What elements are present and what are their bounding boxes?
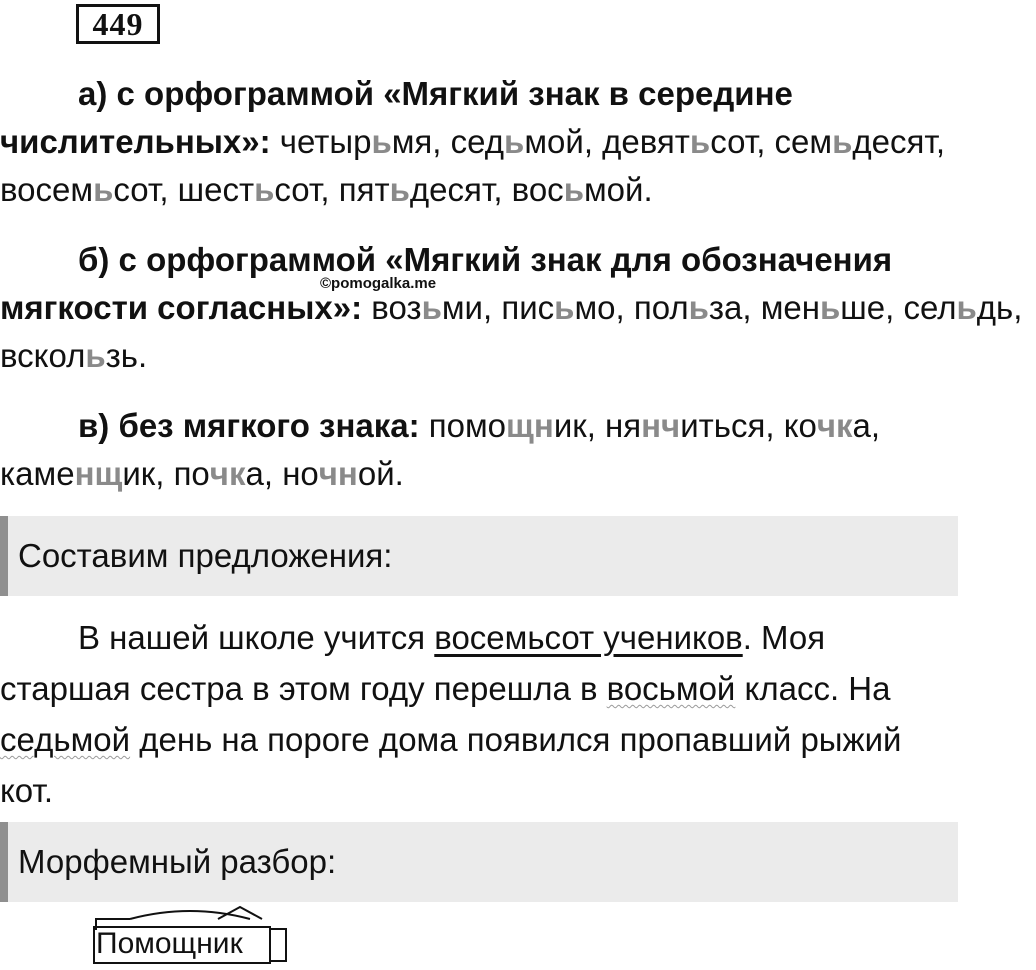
highlighted-letters: нч bbox=[641, 407, 681, 444]
word bbox=[282, 455, 394, 492]
spell-marked-word-2: седьмой bbox=[0, 721, 131, 758]
highlighted-letters: ь bbox=[421, 289, 442, 326]
word bbox=[0, 171, 159, 208]
word-part: пис bbox=[501, 289, 555, 326]
word-part: каме bbox=[0, 455, 75, 492]
highlighted-letters: ь bbox=[504, 123, 525, 160]
sentence-text-4: день на пороге дома появился пропавший рыжий кот. bbox=[0, 721, 902, 809]
watermark: ©pomogalka.me bbox=[320, 275, 437, 292]
highlighted-letters: ь bbox=[689, 123, 711, 160]
highlighted-letters: ь bbox=[93, 171, 114, 208]
morpheme-word: Помощник bbox=[96, 927, 243, 960]
word-part: ше bbox=[840, 289, 886, 326]
word-part: мой bbox=[583, 171, 644, 208]
part-b bbox=[0, 236, 1036, 380]
word-part: шест bbox=[177, 171, 255, 208]
highlighted-letters: чк bbox=[816, 407, 853, 444]
word-part: вскол bbox=[0, 337, 86, 374]
highlighted-letters: ь bbox=[688, 289, 709, 326]
part-a bbox=[0, 70, 1036, 214]
word-part: ми bbox=[441, 289, 483, 326]
highlighted-letters: нщ bbox=[74, 455, 123, 492]
word bbox=[451, 123, 584, 160]
word bbox=[512, 171, 644, 208]
word-part: четыр bbox=[279, 123, 372, 160]
word-part: сем bbox=[774, 123, 833, 160]
sentence-text-2: . Моя старшая сестра в этом году перешла в bbox=[0, 619, 826, 707]
word-part: сот bbox=[710, 123, 757, 160]
highlighted-letters: чн bbox=[318, 455, 358, 492]
word-part: пят bbox=[338, 171, 390, 208]
sentence-text-3: класс. На bbox=[735, 670, 891, 707]
word-part: ко bbox=[783, 407, 817, 444]
morpheme-diagram bbox=[90, 905, 320, 965]
word bbox=[501, 289, 615, 326]
word-part: иться bbox=[680, 407, 766, 444]
word-part: сот bbox=[274, 171, 321, 208]
part-c-label: в) без мягкого знака: bbox=[78, 407, 420, 444]
section-morpheme-analysis: Морфемный разбор: bbox=[0, 822, 958, 902]
word-part: ня bbox=[605, 407, 642, 444]
word-part: сел bbox=[903, 289, 957, 326]
word-part: десят bbox=[409, 171, 494, 208]
part-a-words: четырьмя, седьмой, девятьсот, семьдесят, восемьсот, шестьсот, пятьдесят, восьмой. bbox=[0, 123, 945, 208]
word-part: мой bbox=[524, 123, 584, 160]
word-part: пол bbox=[633, 289, 689, 326]
part-c bbox=[0, 402, 1036, 498]
word bbox=[761, 289, 885, 326]
spell-marked-word-1: восьмой bbox=[606, 670, 736, 707]
exercise-number: 449 bbox=[76, 4, 160, 44]
word-part: мо bbox=[574, 289, 616, 326]
section-compose-sentences: Составим предложения: bbox=[0, 516, 958, 596]
word bbox=[429, 407, 587, 444]
highlighted-letters: ь bbox=[563, 171, 584, 208]
highlighted-letters: щн bbox=[506, 407, 554, 444]
word bbox=[903, 289, 1013, 326]
word-part: а bbox=[245, 455, 264, 492]
word bbox=[371, 289, 483, 326]
word-part: ой bbox=[357, 455, 395, 492]
part-c-words: помощник, нянчиться, кочка, каменщик, почка, ночной. bbox=[0, 407, 881, 492]
word-part: за bbox=[708, 289, 743, 326]
word bbox=[0, 455, 155, 492]
word-part: но bbox=[282, 455, 319, 492]
highlighted-letters: ь bbox=[389, 171, 410, 208]
word-part: сед bbox=[450, 123, 505, 160]
word bbox=[280, 123, 433, 160]
word-part: а bbox=[852, 407, 871, 444]
word-part: помо bbox=[428, 407, 507, 444]
word bbox=[602, 123, 756, 160]
word-part: воз bbox=[371, 289, 422, 326]
word bbox=[0, 337, 138, 374]
highlighted-letters: ь bbox=[85, 337, 106, 374]
highlighted-letters: ь bbox=[819, 289, 841, 326]
highlighted-letters: чк bbox=[209, 455, 246, 492]
word-part: десят bbox=[852, 123, 936, 160]
word-part: мен bbox=[760, 289, 820, 326]
word bbox=[784, 407, 871, 444]
word-part: ик bbox=[122, 455, 156, 492]
highlighted-letters: ь bbox=[371, 123, 392, 160]
word-part: зь bbox=[105, 337, 138, 374]
sentence-text-1: В нашей школе учится bbox=[78, 619, 435, 656]
word-part: мя bbox=[391, 123, 433, 160]
part-b-label: б) с орфограммой «Мягкий знак для обозначения мягкости согласных»: bbox=[0, 241, 893, 326]
word-part: девят bbox=[602, 123, 690, 160]
highlighted-letters: ь bbox=[832, 123, 853, 160]
highlighted-letters: ь bbox=[254, 171, 275, 208]
word bbox=[339, 171, 494, 208]
word bbox=[174, 455, 264, 492]
word-part: восем bbox=[0, 171, 94, 208]
part-a-label: а) с орфограммой «Мягкий знак в середине числительных»: bbox=[0, 75, 793, 160]
word-part: по bbox=[173, 455, 210, 492]
word-part: ик bbox=[553, 407, 587, 444]
word bbox=[178, 171, 321, 208]
highlighted-letters: ь bbox=[956, 289, 977, 326]
word bbox=[775, 123, 936, 160]
word-part: вос bbox=[511, 171, 564, 208]
word bbox=[605, 407, 765, 444]
underlined-phrase: восемьсот учеников bbox=[434, 619, 743, 656]
sentences-paragraph bbox=[0, 612, 958, 816]
word-part: дь bbox=[976, 289, 1014, 326]
part-b-words: возьми, письмо, польза, меньше, сельдь, вскользь. bbox=[0, 289, 1023, 374]
word-part: сот bbox=[113, 171, 160, 208]
word bbox=[634, 289, 743, 326]
highlighted-letters: ь bbox=[554, 289, 575, 326]
